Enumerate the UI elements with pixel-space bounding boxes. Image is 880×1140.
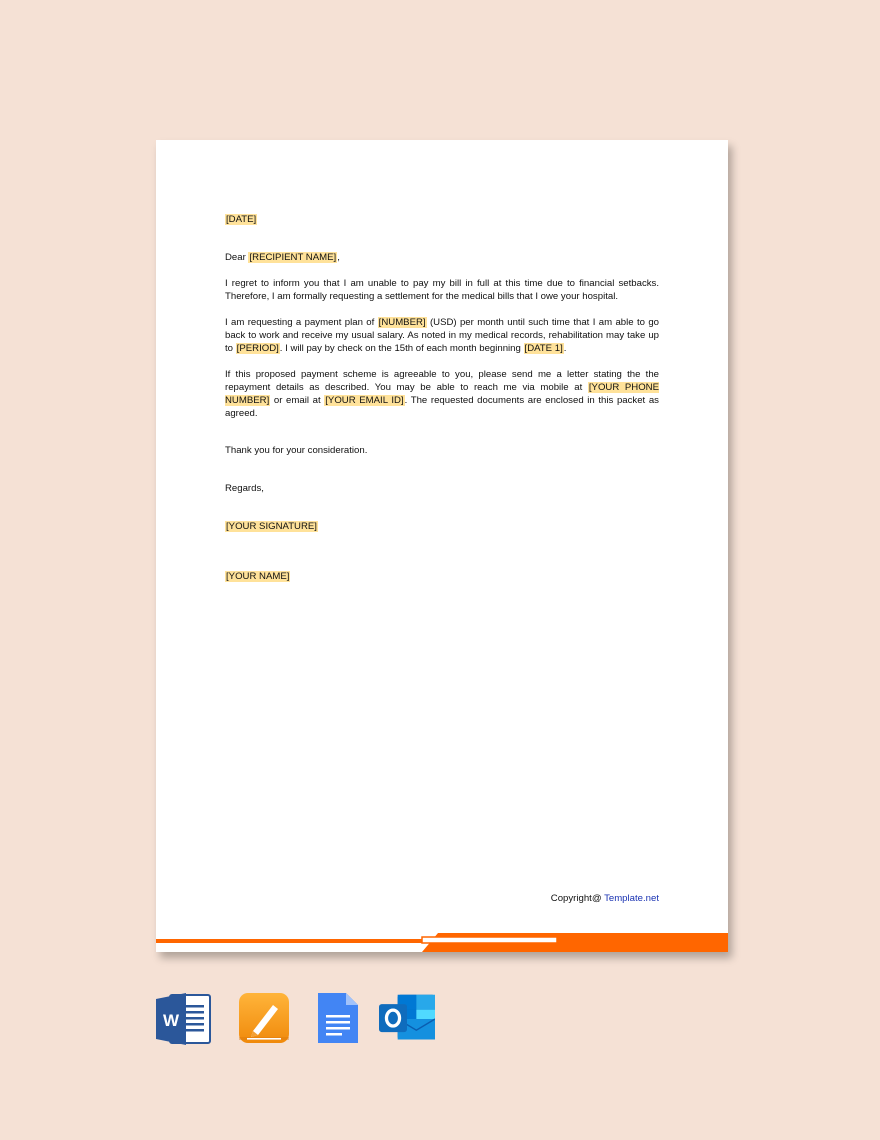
name-placeholder: [YOUR NAME]: [226, 571, 290, 582]
salutation-prefix: Dear: [225, 252, 249, 263]
copyright-label: Copyright@: [550, 893, 605, 904]
email-placeholder: [YOUR EMAIL ID]: [325, 395, 404, 406]
salutation-suffix: ,: [337, 252, 340, 263]
p2-text-a: I am requesting a payment plan of: [225, 317, 378, 328]
word-icon[interactable]: [156, 993, 212, 1045]
number-placeholder: [NUMBER]: [378, 317, 426, 328]
pages-icon[interactable]: [239, 993, 295, 1045]
format-icons: [0, 993, 880, 1045]
google-docs-icon[interactable]: [316, 993, 372, 1045]
copyright: [551, 893, 659, 904]
p3-text-a: If this proposed payment scheme is agreeable to you, please send me a letter stating the the repayment details as described. You may be able to reach me via mobile at: [225, 369, 659, 393]
recipient-placeholder: [RECIPIENT NAME]: [249, 252, 337, 263]
date-placeholder: [DATE]: [226, 214, 257, 225]
letter-body: [225, 213, 659, 583]
paragraph-2: [225, 316, 659, 355]
footer-decoration: [156, 929, 728, 952]
footer-bar-outline: [422, 937, 557, 943]
p2-text-c: . I will pay by check on the 15th of each month beginning: [279, 343, 524, 354]
outlook-icon[interactable]: [379, 993, 435, 1045]
p2-text-d: .: [563, 343, 567, 354]
regards-line: Regards,: [225, 483, 264, 494]
template-link[interactable]: Template.net: [604, 893, 659, 904]
letter-page: [156, 140, 728, 952]
paragraph-3: [225, 368, 659, 420]
svg-text:W: W: [162, 1011, 180, 1030]
period-placeholder: [PERIOD]: [236, 343, 279, 354]
signature-line: [225, 520, 659, 533]
name-line: [225, 570, 659, 583]
date-line: [225, 213, 659, 226]
date1-placeholder: [DATE 1]: [524, 343, 563, 354]
paragraph-1: I regret to inform you that I am unable to pay my bill in full at this time due to financial setbacks. Therefore, I am formally requesting a settlement for the medical bills that I owe your hospital.: [225, 278, 659, 302]
thanks-line: Thank you for your consideration.: [225, 445, 368, 456]
signature-placeholder: [YOUR SIGNATURE]: [226, 521, 317, 532]
p3-text-c: . The requested documents are enclosed in this packet as agreed.: [225, 395, 659, 419]
p3-text-b: or email at: [270, 395, 325, 406]
footer-bar-left: [156, 939, 426, 943]
phone-placeholder: [YOUR PHONE NUMBER]: [225, 382, 659, 406]
p2-text-b: (USD) per month until such time that I am able to go back to work and receive my usual salary. As noted in my medical records, rehabilitation may take up to: [225, 317, 659, 354]
salutation: [225, 251, 659, 264]
